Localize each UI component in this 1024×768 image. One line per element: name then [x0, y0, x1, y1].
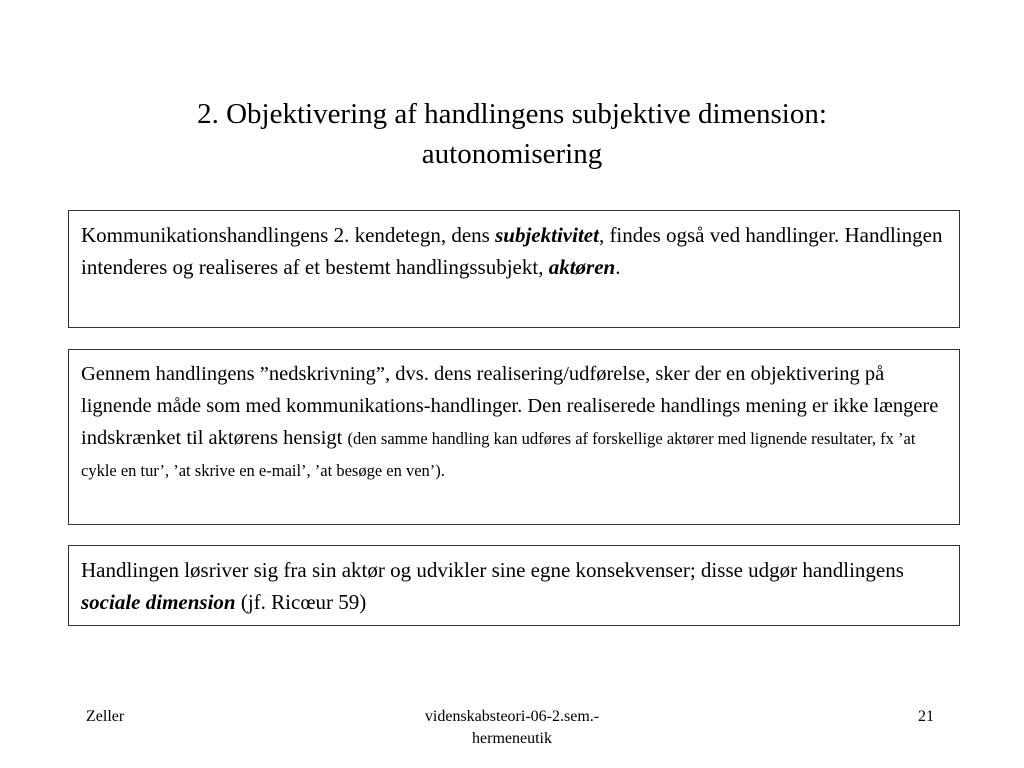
footer-page-number: 21 [918, 708, 934, 725]
footer-author: Zeller [86, 708, 125, 725]
slide-title [100, 94, 924, 174]
box1-emphasis-aktoeren: aktøren [548, 255, 616, 279]
text-box-subjectivity [68, 210, 960, 328]
box3-text-a: Handlingen løsriver sig fra sin aktør og udvikler sine egne konsekvenser; disse udgør handlingens [81, 558, 904, 582]
box1-text-b: , findes også ved handlinger. Handlingen intenderes og realiseres af et bestemt handlingssubjekt, [81, 223, 943, 279]
slide-title-line2: autonomisering [421, 138, 603, 170]
box1-emphasis-subjektivitet: subjektivitet [495, 223, 599, 247]
box1-text-a: Kommunikationshandlingens 2. kendetegn, dens [81, 223, 496, 247]
box1-text-c: . [615, 255, 621, 279]
box2-text-small: (den samme handling kan udføres af forskellige aktører med lignende resultater, fx ’at cykle en tur’, ’at skrive en e-mail’, ’at besøge en ven’). [81, 429, 916, 480]
footer-course [362, 706, 662, 750]
footer-course-line1: videnskabsteori-06-2.sem.- [424, 708, 600, 725]
box3-emphasis-social-dimension: sociale dimension [81, 590, 236, 614]
box3-text-b: (jf. Ricœur 59) [235, 590, 367, 614]
footer-course-line2: hermeneutik [472, 730, 552, 747]
slide-title-line1: 2. Objektivering af handlingens subjektive dimension: [197, 98, 827, 130]
text-box-objectivation [68, 349, 960, 525]
box2-text-main: Gennem handlingens ”nedskrivning”, dvs. dens realisering/udførelse, sker der en objektivering på lignende måde som med kommunikations-handlinger. Den realiserede handlings mening er ikke længere indskrænket til aktørens hensigt [81, 363, 939, 449]
text-box-social-dimension [68, 545, 960, 626]
